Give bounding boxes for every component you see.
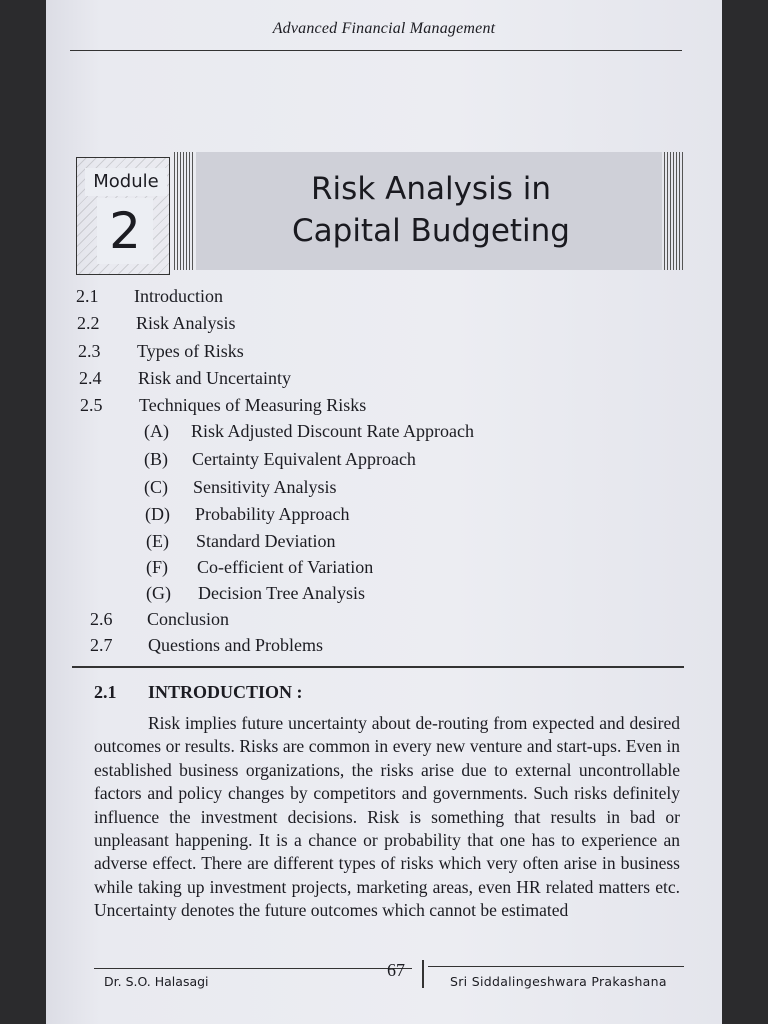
toc-item-label: Risk Adjusted Discount Rate Approach [191, 421, 474, 441]
toc-item-number: (G) [146, 583, 171, 603]
toc-item-label: Standard Deviation [196, 531, 336, 551]
toc-item-number: (F) [146, 557, 168, 577]
toc-item-label: Questions and Problems [148, 635, 323, 655]
toc-item-label: Sensitivity Analysis [193, 477, 337, 497]
toc-item-number: (C) [144, 477, 168, 497]
title-band-stripes-left [174, 152, 194, 270]
toc-item-label: Certainty Equivalent Approach [192, 449, 416, 469]
toc-item-label: Probability Approach [195, 504, 350, 524]
toc-item-number: 2.6 [90, 609, 113, 629]
toc-item-label: Risk and Uncertainty [138, 368, 291, 388]
toc-item-label: Types of Risks [137, 341, 244, 361]
toc-item-number: 2.3 [78, 341, 101, 361]
running-header: Advanced Financial Management [272, 20, 496, 37]
toc-item-number: 2.4 [79, 368, 102, 388]
module-title-line-1: Risk Analysis in [311, 171, 551, 207]
toc-item-number: 2.5 [80, 395, 103, 415]
module-box [76, 157, 170, 275]
toc-item-number: 2.7 [90, 635, 113, 655]
toc-item-label: Introduction [134, 286, 223, 306]
section-divider [72, 666, 684, 668]
toc-item-number: (B) [144, 449, 168, 469]
section-title: INTRODUCTION : [148, 682, 303, 702]
footer-rule-right [428, 966, 684, 967]
toc-item-label: Co-efficient of Variation [197, 557, 374, 577]
toc-item-label: Risk Analysis [136, 313, 236, 333]
toc-item-number: (D) [145, 504, 170, 524]
page-number: 67 [387, 960, 405, 980]
toc-item-label: Conclusion [147, 609, 230, 629]
module-number: 2 [97, 198, 153, 264]
footer-bar [422, 960, 424, 988]
book-page [46, 0, 722, 1024]
module-title [196, 168, 666, 252]
header-rule [70, 50, 682, 51]
body-paragraph: Risk implies future uncertainty about de-routing from expected and desired outcomes or results. Risks are common in every new venture and start-ups. Even in established business organizations, the risks arise due to external uncontrollable factors and policy changes by competitors and governments. Such risks definitely influence the investment decisions. Risk is something that results in bad or unpleasant happening. It is a chance or probability that one has to experience an adverse effect. There are different types of risks which very often arise in business while taking up investment projects, marketing areas, even HR related matters etc. Uncertainty denotes the future outcomes which cannot be estimated [94, 713, 680, 921]
title-band-stripes-right [664, 152, 684, 270]
toc-item-label: Techniques of Measuring Risks [139, 395, 367, 415]
footer-publisher: Sri Siddalingeshwara Prakashana [450, 974, 667, 989]
module-title-line-2: Capital Budgeting [292, 213, 570, 249]
footer-rule-left [94, 968, 412, 969]
footer-author: Dr. S.O. Halasagi [104, 974, 209, 989]
toc-item-number: 2.1 [76, 286, 99, 306]
section-heading [94, 682, 303, 703]
module-label: Module [85, 168, 167, 196]
section-number: 2.1 [94, 682, 117, 702]
toc-item-number: 2.2 [77, 313, 100, 333]
toc-item-label: Decision Tree Analysis [198, 583, 366, 603]
toc-item-number: (E) [146, 531, 169, 551]
toc-item-number: (A) [144, 421, 169, 441]
section-body [94, 712, 680, 923]
